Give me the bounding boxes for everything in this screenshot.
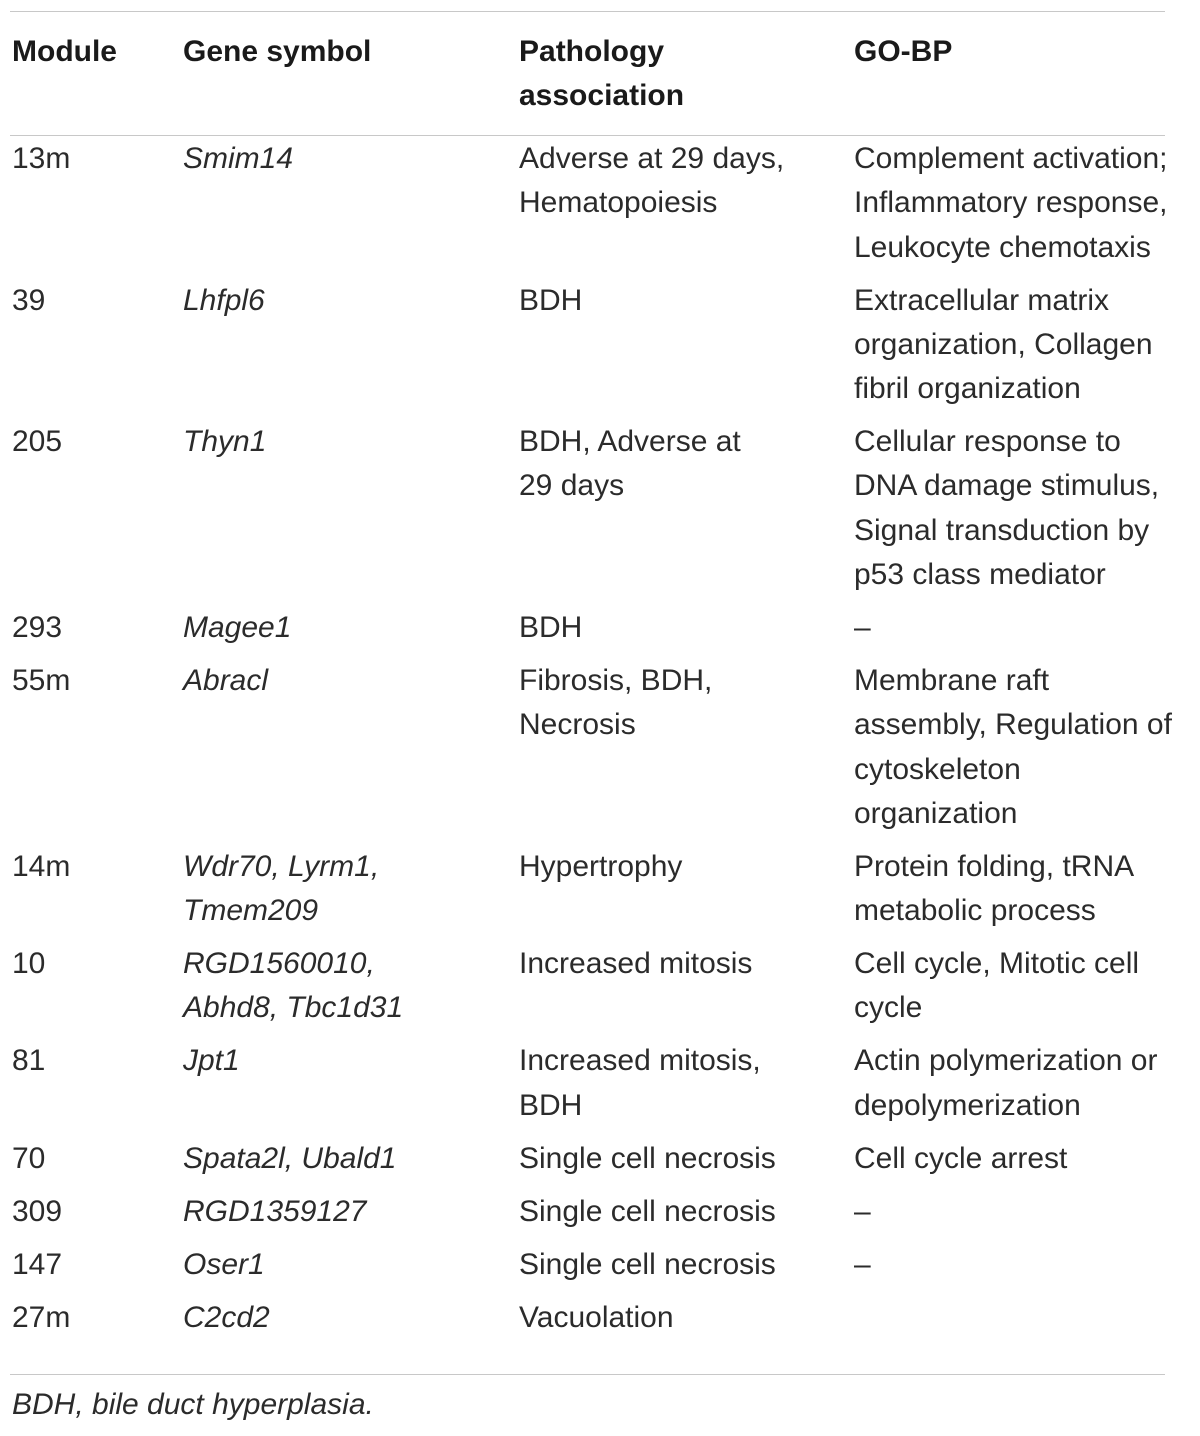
pathology-cell bbox=[519, 845, 854, 942]
gene-symbol-line: RGD1560010, bbox=[183, 947, 375, 981]
pathology-cell bbox=[519, 420, 854, 606]
go-bp-cell bbox=[854, 1296, 1200, 1349]
pathology-line: Single cell necrosis bbox=[519, 1194, 776, 1228]
pathology-line: BDH, Adverse at bbox=[519, 425, 741, 459]
gene-symbol-cell: RGD1359127 bbox=[183, 1194, 367, 1228]
gene-symbol-cell bbox=[183, 845, 519, 942]
table-row bbox=[0, 606, 1200, 659]
module-cell: 70 bbox=[12, 1141, 46, 1175]
module-cell: 309 bbox=[12, 1194, 63, 1228]
pathology-cell bbox=[519, 1137, 854, 1190]
go-bp-cell bbox=[854, 1243, 1200, 1296]
pathology-line: Necrosis bbox=[519, 708, 636, 742]
go-bp-line: cycle bbox=[854, 991, 923, 1025]
header-pathology-association bbox=[519, 0, 854, 118]
table-row bbox=[0, 1190, 1200, 1243]
go-bp-line: Inflammatory response, bbox=[854, 186, 1168, 220]
go-bp-cell bbox=[854, 279, 1200, 421]
header-go-bp: GO-BP bbox=[854, 35, 953, 68]
go-bp-line: – bbox=[854, 611, 871, 645]
go-bp-line: fibril organization bbox=[854, 372, 1081, 406]
gene-symbol-cell: Abracl bbox=[183, 664, 269, 698]
go-bp-line: Complement activation; bbox=[854, 142, 1168, 175]
go-bp-line: depolymerization bbox=[854, 1088, 1081, 1122]
go-bp-line: Extracellular matrix bbox=[854, 283, 1110, 317]
header-gene-symbol: Gene symbol bbox=[183, 35, 372, 68]
pathology-cell bbox=[519, 659, 854, 845]
go-bp-line: Signal transduction by bbox=[854, 513, 1150, 547]
gene-symbol-cell bbox=[183, 942, 519, 1039]
pathology-line: Hypertrophy bbox=[519, 849, 683, 883]
pathology-line: Increased mitosis bbox=[519, 947, 753, 981]
pathology-cell bbox=[519, 1190, 854, 1243]
pathology-cell bbox=[519, 279, 854, 421]
gene-symbol-cell: Magee1 bbox=[183, 611, 292, 645]
header-pathology-line1: Pathology bbox=[519, 35, 665, 68]
go-bp-line: organization bbox=[854, 796, 1018, 830]
module-cell: 293 bbox=[12, 611, 63, 645]
go-bp-cell bbox=[854, 845, 1200, 942]
table-row bbox=[0, 659, 1200, 845]
go-bp-line: Membrane raft bbox=[854, 664, 1050, 698]
table-row bbox=[0, 1296, 1200, 1349]
table-row bbox=[0, 420, 1200, 606]
go-bp-cell bbox=[854, 420, 1200, 606]
table-row bbox=[0, 1137, 1200, 1190]
gene-symbol-line: Tmem209 bbox=[183, 894, 319, 928]
go-bp-cell bbox=[854, 606, 1200, 659]
table-row bbox=[0, 118, 1200, 279]
go-bp-line: Actin polymerization or bbox=[854, 1044, 1158, 1078]
go-bp-line: p53 class mediator bbox=[854, 558, 1106, 592]
module-cell: 13m bbox=[12, 142, 71, 175]
table-row bbox=[0, 845, 1200, 942]
module-cell: 81 bbox=[12, 1044, 46, 1078]
pathology-line: BDH bbox=[519, 283, 583, 317]
pathology-line: 29 days bbox=[519, 469, 625, 503]
table-footnote: BDH, bile duct hyperplasia. bbox=[12, 1388, 374, 1421]
pathology-cell bbox=[519, 118, 854, 279]
gene-symbol-line: Wdr70, Lyrm1, bbox=[183, 849, 380, 883]
go-bp-line: Cellular response to bbox=[854, 425, 1121, 459]
pathology-cell bbox=[519, 606, 854, 659]
module-cell: 39 bbox=[12, 283, 46, 317]
go-bp-line: DNA damage stimulus, bbox=[854, 469, 1160, 503]
go-bp-cell bbox=[854, 1039, 1200, 1136]
pathology-cell bbox=[519, 1296, 854, 1349]
bottom-rule bbox=[10, 1374, 1165, 1375]
pathology-line: BDH bbox=[519, 1088, 583, 1122]
table-header bbox=[0, 0, 1200, 118]
gene-symbol-cell: Oser1 bbox=[183, 1247, 265, 1281]
pathology-cell bbox=[519, 1039, 854, 1136]
go-bp-line: – bbox=[854, 1247, 871, 1281]
module-cell: 147 bbox=[12, 1247, 63, 1281]
pathology-line: BDH bbox=[519, 611, 583, 645]
go-bp-line: cytoskeleton bbox=[854, 752, 1021, 786]
table-row bbox=[0, 1243, 1200, 1296]
go-bp-line: Protein folding, tRNA bbox=[854, 849, 1135, 883]
module-cell: 10 bbox=[12, 947, 46, 981]
go-bp-line: metabolic process bbox=[854, 894, 1096, 928]
gene-symbol-cell: Smim14 bbox=[183, 142, 294, 175]
pathology-line: Single cell necrosis bbox=[519, 1141, 776, 1175]
go-bp-cell bbox=[854, 118, 1200, 279]
pathology-line: Single cell necrosis bbox=[519, 1247, 776, 1281]
table-row bbox=[0, 942, 1200, 1039]
module-cell: 205 bbox=[12, 425, 63, 459]
go-bp-cell bbox=[854, 1137, 1200, 1190]
pathology-cell bbox=[519, 1243, 854, 1296]
go-bp-cell bbox=[854, 942, 1200, 1039]
gene-symbol-cell: Thyn1 bbox=[183, 425, 267, 459]
go-bp-line: Cell cycle arrest bbox=[854, 1141, 1068, 1175]
pathology-cell bbox=[519, 942, 854, 1039]
gene-symbol-cell: C2cd2 bbox=[183, 1300, 270, 1334]
module-cell: 27m bbox=[12, 1300, 71, 1334]
pathology-line: Adverse at 29 days, bbox=[519, 142, 785, 175]
pathology-line: Fibrosis, BDH, bbox=[519, 664, 713, 698]
table-body bbox=[0, 118, 1200, 1349]
header-pathology-line2: association bbox=[519, 79, 685, 112]
go-bp-line: – bbox=[854, 1194, 871, 1228]
module-cell: 14m bbox=[12, 849, 71, 883]
go-bp-line: organization, Collagen bbox=[854, 327, 1153, 361]
pathology-line: Vacuolation bbox=[519, 1300, 674, 1334]
go-bp-line: assembly, Regulation of bbox=[854, 708, 1172, 742]
pathology-line: Increased mitosis, bbox=[519, 1044, 761, 1078]
gene-symbol-line: Abhd8, Tbc1d31 bbox=[183, 991, 404, 1025]
gene-symbol-cell: Lhfpl6 bbox=[183, 283, 265, 317]
pathology-line: Hematopoiesis bbox=[519, 186, 718, 220]
go-bp-cell bbox=[854, 1190, 1200, 1243]
go-bp-line: Cell cycle, Mitotic cell bbox=[854, 947, 1140, 981]
go-bp-line: Leukocyte chemotaxis bbox=[854, 230, 1151, 264]
header-module: Module bbox=[12, 35, 117, 68]
gene-symbol-cell: Spata2l, Ubald1 bbox=[183, 1141, 397, 1175]
go-bp-cell bbox=[854, 659, 1200, 845]
gene-symbol-cell: Jpt1 bbox=[183, 1044, 240, 1078]
table-row bbox=[0, 279, 1200, 421]
module-cell: 55m bbox=[12, 664, 71, 698]
table-row bbox=[0, 1039, 1200, 1136]
